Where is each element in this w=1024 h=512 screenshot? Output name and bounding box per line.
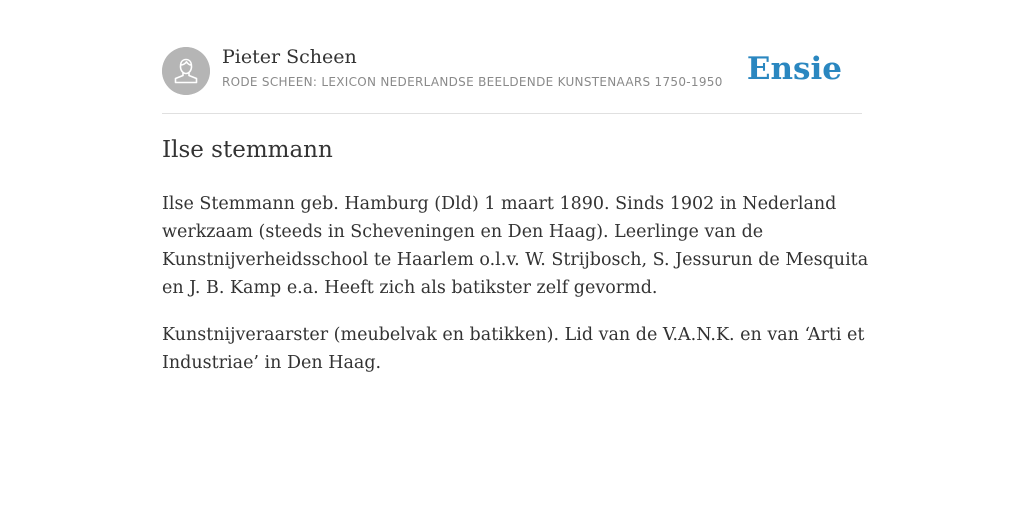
text-line: Kunstnijveraarster (meubelvak en batikken). Lid van de V.A.N.K. en van ‘Arti et	[162, 325, 865, 345]
paragraph-2	[162, 321, 865, 377]
text-line: en J. B. Kamp e.a. Heeft zich als batikster zelf gevormd.	[162, 278, 658, 298]
text-line: Ilse Stemmann geb. Hamburg (Dld) 1 maart 1890. Sinds 1902 in Nederland	[162, 194, 837, 214]
header-divider	[162, 113, 862, 114]
article-body	[162, 190, 869, 396]
text-line: werkzaam (steeds in Scheveningen en Den Haag). Leerlinge van de	[162, 222, 764, 242]
text-line: Industriae’ in Den Haag.	[162, 353, 382, 373]
ensie-logo[interactable]: Ensie	[746, 51, 842, 87]
article-header	[162, 44, 862, 98]
author-avatar[interactable]	[162, 47, 210, 95]
source-publication[interactable]: RODE SCHEEN: LEXICON NEDERLANDSE BEELDENDE KUNSTENAARS 1750-1950	[222, 75, 723, 89]
paragraph-1	[162, 190, 869, 302]
user-placeholder-icon	[162, 47, 210, 95]
author-name[interactable]: Pieter Scheen	[222, 46, 357, 68]
article-title: Ilse stemmann	[162, 137, 333, 163]
text-line: Kunstnijverheidsschool te Haarlem o.l.v. W. Strijbosch, S. Jessurun de Mesquita	[162, 250, 869, 270]
